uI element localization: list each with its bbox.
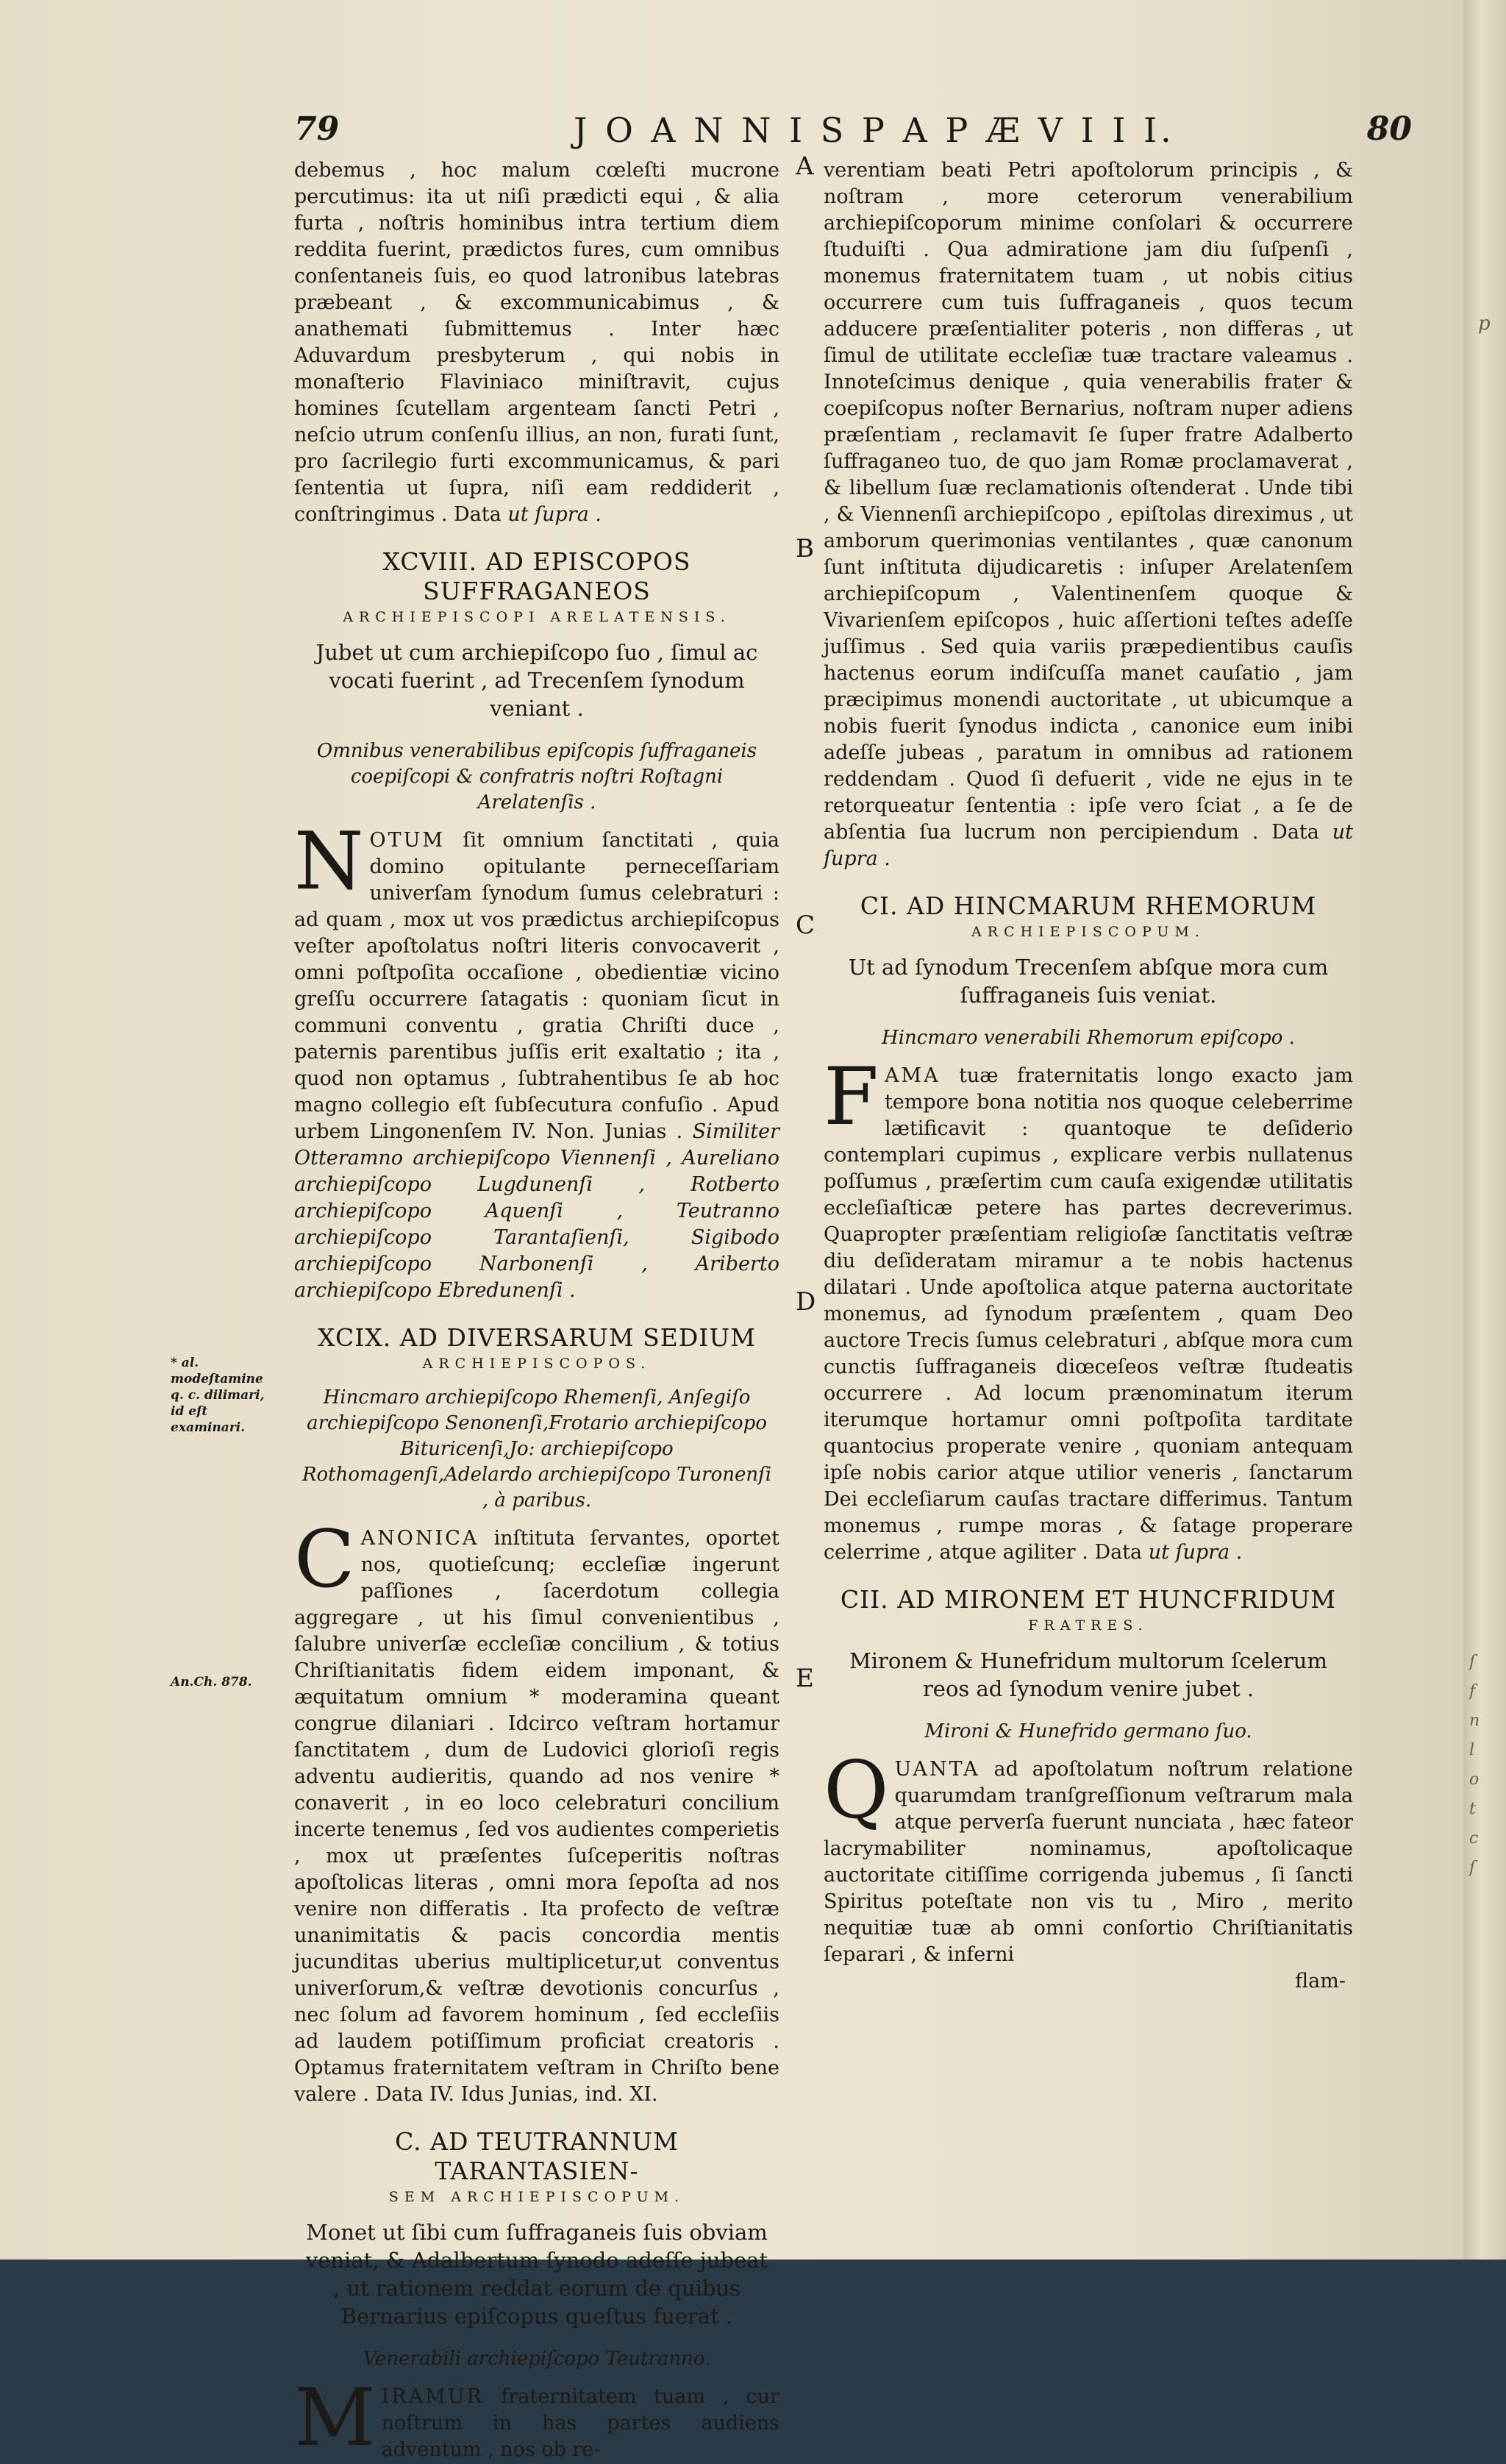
letter-101-heading: CI. AD HINCMARUM RHEMORUM (860, 891, 1317, 920)
section-letter-a: A (796, 152, 814, 181)
letter-98-subheading: ARCHIEPISCOPI ARELATENSIS. (343, 609, 731, 625)
page-number-left: 79 (294, 110, 340, 148)
letter-98-heading: XCVIII. AD EPISCOPOS SUFFRAGANEOS (382, 547, 691, 605)
letter-100-summary: Monet ut ſibi cum ſuffraganeis ſuis obviam veniat, & Adalbertum ſynodo adeſſe jubeat , ut rationem reddat eorum de quibus Bernarius epiſcopus queſtus fuerat . (305, 2220, 768, 2329)
letter-100-address: Venerabili archiepiſcopo Teutranno. (363, 2348, 711, 2370)
margin-note-year: An.Ch. 878. (171, 1675, 252, 1689)
running-header (287, 110, 1412, 162)
page-number-right: 80 (1366, 110, 1412, 148)
drop-cap: Q (824, 1745, 889, 1837)
left-column (294, 157, 779, 2463)
margin-note-variant: * al. modeſtamine q. c. dilimari, id eſt examinari. (171, 1356, 265, 1435)
drop-cap: C (294, 1514, 355, 1606)
letter-101-subheading: ARCHIEPISCOPUM. (971, 924, 1205, 940)
letter-100-body: MIRAMUR fraternitatem tuam , cur noſtrum in has partes audiens adventum , nos ob re- (294, 2372, 779, 2464)
drop-cap: F (824, 1051, 879, 1143)
facing-page-edge (1463, 0, 1506, 2260)
letter-101-body: FAMA tuæ fraternitatis longo exacto jam tempore bona notitia nos quoque celeberrime lætificavit : quantoque te deſiderio contemplari cupimus , explicare verbis nullatenus poſſumus , præſertim cum cauſa exigendæ utilitatis eccleſiaſticæ petere has partes decreverimus. Quapropter præſentiam religioſæ ſanctitatis veſtræ diu deſideratam miramur a te nobis hactenus dilatari . Unde apoſtolica atque paterna auctoritate monemus, ad ſynodum præſentem , quam Deo auctore Trecis ſumus celebraturi , abſque mora cum cunctis ſuffraganeis diœceſeos veſtræ ſtudeatis occurrere . Ad locum prænominatum iterum iterumque hortamur omni poſtpoſita tarditate quantocius properate venire , quoniam antequam ipſe nobis carior atque utilior veneris , ſanctarum Dei eccleſiarum cauſas tractare differimus. Tantum monemus , rumpe moras , & ſatage properare celerrime , atque agiliter . Data ut ſupra . (824, 1051, 1353, 1564)
drop-cap: N (294, 816, 364, 908)
letter-98-address: Omnibus venerabilibus epiſcopis ſuffraganeis coepiſcopi & confratris noſtri Roſtagni Arelatenſis . (316, 740, 757, 813)
catchword: flam- (1295, 1970, 1346, 1993)
letter-98-body: NOTUM ſit omnium ſanctitati , quia domino opitulante perneceſſariam univerſam ſynodum ſumus celebraturi : ad quam , mox ut vos prædictus archiepiſcopus veſter apoſtolatus noſtri literis convocaverit , omni poſtpoſita occaſione , obedientiæ vicino greſſu occurrere ſatagatis : quoniam ſicut in communi conventu , gratia Chriſti duce , paternis parentibus juſſis erit exaltatio ; ita , quod non optamus , ſubtrahentibus ſe ab hoc magno collegio eſt ſubſecutura confuſio . Apud urbem Lingonenſem IV. Non. Junias . Similiter Otteramno archiepiſcopo Viennenſi , Aureliano archiepiſcopo Lugdunenſi , Rotberto archiepiſcopo Aquenſi , Teutranno archiepiſcopo Tarantaſienſi, Sigibodo archiepiſcopo Narbonenſi , Ariberto archiepiſcopo Ebredunenſi . (294, 816, 779, 1302)
right-opening-paragraph: verentiam beati Petri apoſtolorum principis , & noſtram , more ceterorum venerabilium archiepiſcoporum minime conſolari & occurrere ſtuduiſti . Qua admiratione jam diu ſuſpenſi , monemus fraternitatem tuam , ut nobis citius occurrere cum tuis ſuffraganeis , quos tecum adducere præſentialiter poteris , non differas , ut ſimul de utilitate eccleſiæ tuæ tractare valeamus . Innoteſcimus denique , quia venerabilis frater & coepiſcopus noſter Bernarius, noſtram nuper adiens præſentiam , reclamavit ſe ſuper fratre Adalberto ſuffraganeo tuo, de quo jam Romæ proclamaverat , & libellum ſuæ reclamationis oſtenderat . Unde tibi , & Viennenſi archiepiſcopo , epiſtolas direximus , ut amborum querimonias ventilantes , quæ canonum ſunt inſtituta dijudicaretis : inſuper Arelatenſem archiepiſcopum , Valentinenſem quoque & Vivarienſem epiſcopos , huic aſſertioni teſtes adeſſe juſſimus . Sed quia variis præpedientibus cauſis hactenus eorum indiſcuſſa manet cauſatio , jam præcipimus monendi auctoritate , ut ubicumque a nobis fuerit ſynodus indicta , canonice eum inibi adeſſe jubeas , paratum in omnibus ad rationem reddendam . Quod ſi defuerit , vide ne ejus in te retorqueatur ſententia : ipſe vero ſciat , a ſe de abſentia ſua lucrum non percipiendum . Data ut ſupra . (824, 159, 1353, 870)
letter-102-heading: CII. AD MIRONEM ET HUNCFRIDUM (840, 1585, 1337, 1614)
letter-102-summary: Mironem & Hunefridum multorum ſcelerum reos ad ſynodum venire jubet . (849, 1648, 1327, 1701)
section-letter-c: C (796, 911, 816, 940)
drop-cap: M (294, 2372, 376, 2464)
letter-101-summary: Ut ad ſynodum Trecenſem abſque mora cum ſuffraganeis ſuis veniat. (848, 955, 1329, 1008)
letter-101-address: Hincmaro venerabili Rhemorum epiſcopo . (882, 1027, 1295, 1049)
letter-100-heading: C. AD TEUTRANNUM TARANTASIEN- (395, 2127, 679, 2185)
right-column (824, 157, 1353, 1995)
section-letter-b: B (796, 534, 814, 563)
left-opening-paragraph: debemus , hoc malum cœleſti mucrone percutimus: ita ut niſi prædicti equi , & alia furta , noſtris hominibus intra tertium diem reddita fuerint, prædictos fures, cum omnibus conſentaneis ſuis, eo quod latronibus latebras præbeant , & excommunicabimus , & anathemati ſubmittemus . Inter hæc Aduvardum presbyterum , qui nobis in monaſterio Flaviniaco miniſtravit, cujus homines ſcutellam argenteam ſancti Petri , neſcio utrum conſenſu illius, an non, furati ſunt, pro ſacrilegio furti excommunicamus, & pari ſententia ut ſupra, niſi eam reddiderit , conſtringimus . Data ut ſupra . (294, 159, 779, 526)
letter-98-summary: Jubet ut cum archiepiſcopo ſuo , ſimul ac vocati fuerint , ad Trecenſem ſynodum veniant . (315, 640, 758, 721)
letter-99-address: Hincmaro archiepiſcopo Rhemenſi, Anſegiſo archiepiſcopo Senonenſi,Frotario archiepiſcopo Bituricenſi,Jo: archiepiſcopo Rothomagenſi,Adelardo archiepiſcopo Turonenſi , à paribus. (301, 1386, 772, 1511)
letter-102-subheading: FRATRES. (1028, 1617, 1149, 1634)
letter-100-subheading: SEM ARCHIEPISCOPUM. (388, 2189, 685, 2205)
facing-page-text-fragments: ſ f n l o t c ſ (1469, 1653, 1480, 1877)
facing-page-mark: p (1478, 313, 1491, 335)
running-title: J O A N N I S P A P Æ V I I I. (574, 110, 1175, 150)
section-letter-e: E (796, 1664, 814, 1693)
letter-99-heading: XCIX. AD DIVERSARUM SEDIUM (318, 1323, 756, 1352)
letter-99-subheading: ARCHIEPISCOPOS. (422, 1356, 652, 1372)
letter-102-address: Mironi & Hunefrido germano ſuo. (924, 1720, 1252, 1742)
letter-102-body: QUANTA ad apoſtolatum noſtrum relatione quarumdam tranſgreſſionum veſtrarum mala atque perverſa fuerunt nunciata , hæc fateor lacrymabiliter nominamus, apoſtolicaque auctoritate citiſſime corrigenda jubemus , ſi ſancti Spiritus poteſtate non vis tu , Miro , merito nequitiæ tuæ ab omni conſortio Chriſtianitatis ſeparari , & inferni (824, 1745, 1353, 1966)
letter-99-body: CANONICA inſtituta ſervantes, oportet nos, quotieſcunq; eccleſiæ ingerunt paſſiones , ſacerdotum collegia aggregare , ut his ſimul convenientibus , ſalubre univerſæ eccleſiæ concilium , & totius Chriſtianitatis fidem eidem imponant, & æquitatum omnium * moderamina queant congrue dilaniari . Idcirco veſtram hortamur ſanctitatem , dum de Ludovici glorioſi regis adventu audieritis, quando ad nos venire * conaverit , in eo loco celebraturi concilium incerte tenemus , ſed vos audientes comperietis , mox ut præſentes ſuſceperitis noſtras apoſtolicas literas , omni mora ſepoſta ad nos venire non differatis . Ita profecto de veſtræ unanimitatis & pacis concordia mentis jucunditas uberius multiplicetur,ut conventus univerſorum,& veſtræ devotionis concurſus , nec ſolum ad favorem hominum , ſed eccleſiis ad laudem potiſſimum proficiat creatoris . Optamus fraternitatem veſtram in Chriſto bene valere . Data IV. Idus Junias, ind. XI. (294, 1514, 779, 2106)
section-letter-d: D (796, 1287, 816, 1317)
